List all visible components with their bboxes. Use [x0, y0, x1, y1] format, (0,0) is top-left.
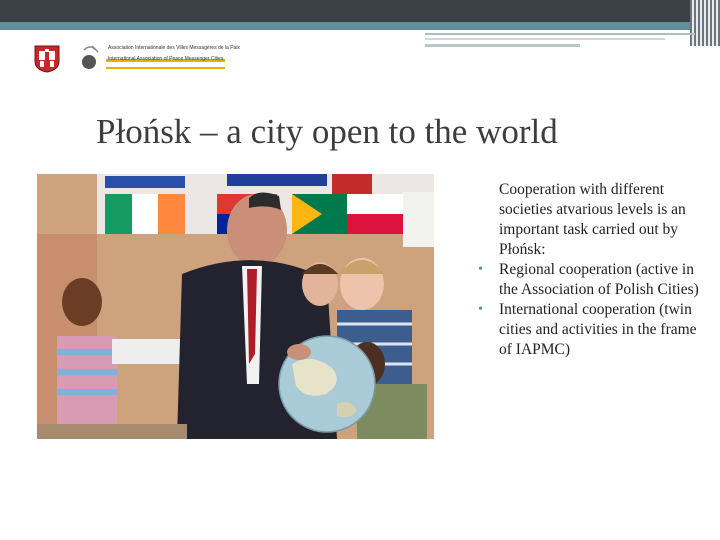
association-name-en: International Association of Peace Messenger Cities	[108, 56, 224, 62]
bullet-item-regional	[476, 260, 706, 300]
association-name-fr: Association Internationale des Villes Messagères de la Paix	[108, 45, 240, 51]
decor-line-2	[425, 38, 665, 40]
city-crest-icon	[34, 45, 60, 73]
top-accent-stripe	[0, 22, 720, 30]
decor-line-1	[425, 33, 695, 35]
bullet-item-international	[476, 300, 706, 360]
association-name	[108, 45, 240, 63]
decor-line-3	[425, 44, 580, 47]
classroom-photo	[37, 174, 434, 439]
corner-stripes	[690, 0, 720, 46]
top-decor-bar	[0, 0, 720, 24]
intro-paragraph: Cooperation with different societies atvarious levels is an important task carried out by Płońsk:	[499, 181, 686, 258]
slide-body-text	[476, 180, 706, 360]
bullet-text: International cooperation (twin cities and activities in the frame of IAPMC)	[499, 301, 697, 358]
bullet-icon: •	[478, 302, 483, 317]
bullet-icon: •	[478, 262, 483, 277]
slide-title: Płońsk – a city open to the world	[96, 112, 558, 151]
bullet-text: Regional cooperation (active in the Association of Polish Cities)	[499, 261, 699, 298]
